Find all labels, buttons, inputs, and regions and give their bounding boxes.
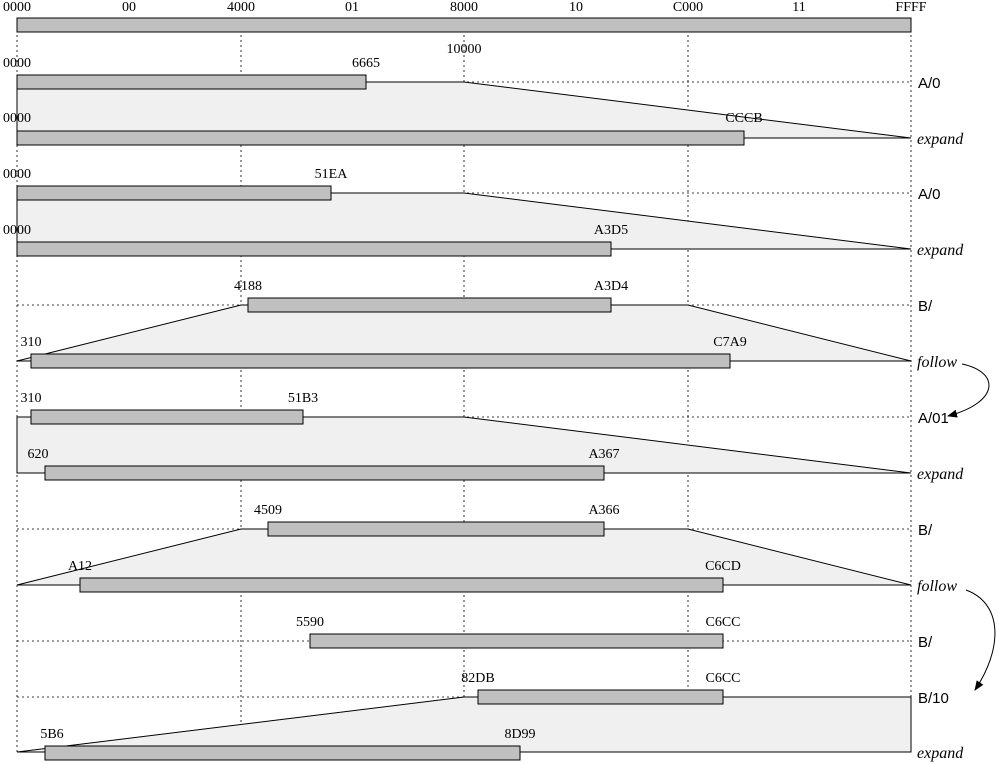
scale-labels: [3, 0, 927, 15]
range-bar: [17, 186, 331, 200]
bar-start-label: 310: [20, 391, 42, 406]
operation-tags: [917, 75, 964, 762]
range-bar: [80, 578, 723, 592]
bar-start-label: 4188: [234, 279, 262, 294]
scale-label: 00: [122, 0, 136, 15]
tag-b: B/: [918, 522, 933, 539]
range-bar: [45, 746, 520, 760]
range-bar: [17, 242, 611, 256]
tag-follow: follow: [917, 578, 958, 595]
bar-end-label: 6665: [352, 56, 380, 71]
tag-b: B/: [918, 634, 933, 651]
bar-end-label: 51B3: [287, 391, 319, 406]
bar-end-label: A3D4: [593, 279, 629, 294]
scale-label: C000: [672, 0, 704, 15]
tag-a0: A/0: [918, 75, 941, 92]
tag-expand: expand: [917, 242, 964, 259]
bar-end-label: 8D99: [504, 727, 536, 742]
scale-label: 11: [792, 0, 806, 15]
bar-end-label: C6CD: [705, 559, 741, 574]
tag-expand: expand: [917, 131, 964, 148]
range-bar: [478, 690, 723, 704]
bar-start-label: 0000: [3, 111, 31, 126]
bar-start-label: 0000: [3, 167, 31, 182]
bar-end-label: 51EA: [314, 167, 348, 182]
range-bar: [17, 131, 744, 145]
range-bar: [45, 466, 604, 480]
scale-label: 10: [569, 0, 583, 15]
tag-expand: expand: [917, 466, 964, 483]
bar-start-label: 0000: [3, 223, 31, 238]
range-bar: [248, 298, 611, 312]
scale-label: 01: [345, 0, 359, 15]
scale-label: 8000: [450, 0, 478, 15]
bar-start-label: 82DB: [461, 671, 495, 686]
scale-label: 4000: [227, 0, 255, 15]
bar-start-label: 310: [20, 335, 42, 350]
bar-end-label: C6CC: [705, 671, 741, 686]
bar-start-label: 620: [27, 447, 49, 462]
range-bar: [17, 75, 366, 89]
bar-start-label: 5590: [296, 615, 324, 630]
scale-label: 0000: [3, 0, 31, 15]
tag-b: B/: [918, 298, 933, 315]
tag-expand: expand: [917, 745, 964, 762]
tag-a0: A/0: [918, 186, 941, 203]
bar-end-label: CCCB: [725, 111, 763, 126]
bar-end-label: A366: [588, 503, 620, 518]
range-bar: [310, 634, 723, 648]
range-bar: [31, 354, 730, 368]
bar-start-label: 0000: [3, 56, 31, 71]
bar-start-label: 5B6: [40, 727, 64, 742]
tag-b10: B/10: [918, 690, 949, 707]
bar-end-label: A3D5: [593, 223, 629, 238]
bar-start-label: 4509: [254, 503, 282, 518]
full-range-bar: [17, 18, 911, 32]
bar-end-label: C6CC: [705, 615, 741, 630]
bar-over-label: 10000: [446, 42, 482, 57]
bar-end-label: C7A9: [713, 335, 747, 350]
follow-arrow-2: [966, 590, 995, 690]
tag-a01: A/01: [918, 410, 949, 427]
follow-arrow-1: [948, 364, 989, 416]
scale-label: FFFF: [895, 0, 927, 15]
tag-follow: follow: [917, 354, 958, 371]
bar-start-label: A12: [67, 559, 93, 574]
bar-end-label: A367: [588, 447, 620, 462]
range-bar: [268, 522, 604, 536]
range-bar: [31, 410, 303, 424]
